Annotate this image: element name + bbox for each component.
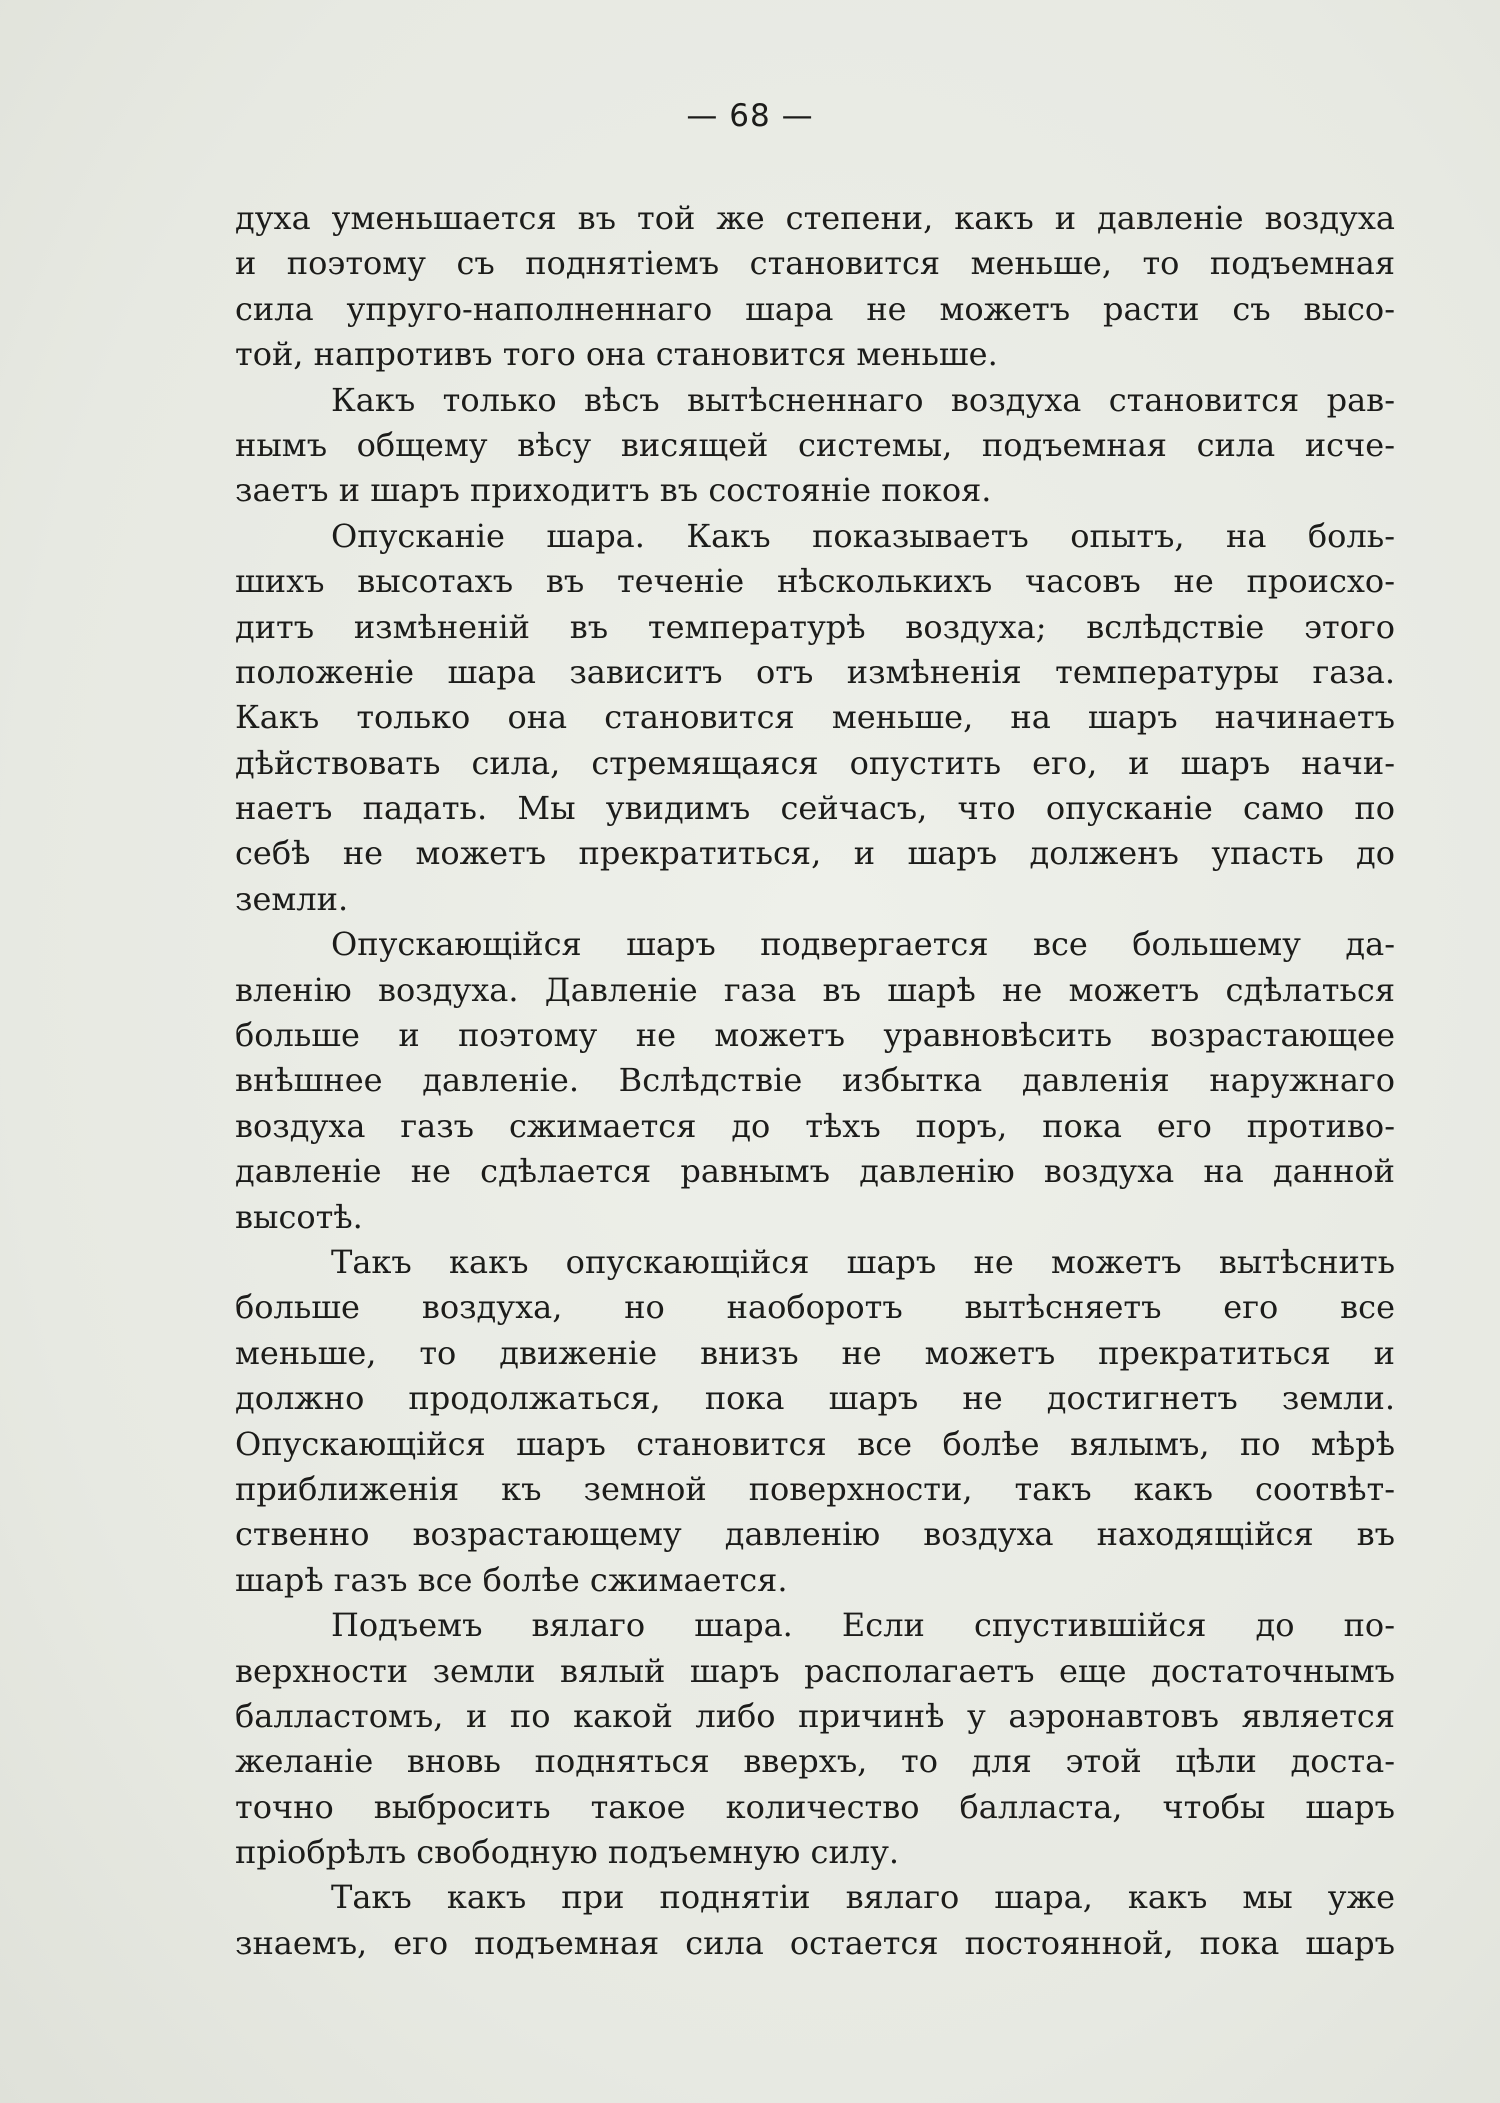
text-line: Такъ какъ опускающійся шаръ не можетъ вытѣснить (331, 1242, 1395, 1281)
text-line: Опускающійся шаръ подвергается все большему да- (331, 925, 1395, 964)
text-line: балластомъ, и по какой либо причинѣ у аэронавтовъ является (235, 1696, 1395, 1735)
text-line: верхности земли вялый шаръ располагаетъ еще достаточнымъ (235, 1651, 1395, 1690)
text-line: воздуха газъ сжимается до тѣхъ поръ, пока его противо- (235, 1106, 1395, 1145)
text-line: меньше, то движеніе внизъ не можетъ прекратиться и (235, 1333, 1395, 1372)
text-line: сила упруго-наполненнаго шара не можетъ расти съ высо- (235, 289, 1395, 328)
text-line: той, напротивъ того она становится меньше. (235, 335, 998, 374)
text-line: положеніе шара зависитъ отъ измѣненія температуры газа. (235, 652, 1395, 691)
text-line: ственно возрастающему давленію воздуха находящійся въ (235, 1515, 1395, 1554)
body-text (235, 196, 1395, 1966)
text-line: желаніе вновь подняться вверхъ, то для этой цѣли доста- (235, 1742, 1395, 1781)
text-line: Такъ какъ при поднятіи вялаго шара, какъ мы уже (331, 1878, 1395, 1917)
text-line: приближенія къ земной поверхности, такъ какъ соотвѣт- (235, 1469, 1395, 1508)
text-line: высотѣ. (235, 1197, 363, 1236)
text-line: нымъ общему вѣсу висящей системы, подъемная сила исче- (235, 425, 1395, 464)
text-line: больше и поэтому не можетъ уравновѣсить возрастающее (235, 1016, 1395, 1055)
text-line: Опусканіе шара. Какъ показываетъ опытъ, на боль- (331, 516, 1395, 555)
text-line: себѣ не можетъ прекратиться, и шаръ долженъ упасть до (235, 834, 1395, 873)
text-line: шихъ высотахъ въ теченіе нѣсколькихъ часовъ не происхо- (235, 562, 1395, 601)
text-line: внѣшнее давленіе. Вслѣдствіе избытка давленія наружнаго (235, 1061, 1395, 1100)
text-line: давленіе не сдѣлается равнымъ давленію воздуха на данной (235, 1152, 1395, 1191)
text-line: пріобрѣлъ свободную подъемную силу. (235, 1833, 900, 1872)
text-line: Какъ только она становится меньше, на шаръ начинаетъ (235, 698, 1395, 737)
text-line: Опускающійся шаръ становится все болѣе вялымъ, по мѣрѣ (235, 1424, 1395, 1463)
text-line: и поэтому съ поднятіемъ становится меньше, то подъемная (235, 244, 1395, 283)
page-number: — 68 — (686, 98, 814, 134)
text-line: Какъ только вѣсъ вытѣсненнаго воздуха становится рав- (331, 380, 1395, 419)
text-line: шарѣ газъ все болѣе сжимается. (235, 1560, 788, 1599)
text-line: духа уменьшается въ той же степени, какъ и давленіе воздуха (235, 199, 1395, 237)
text-line: Подъемъ вялаго шара. Если спустившійся до по- (331, 1606, 1395, 1645)
text-line: земли. (235, 879, 349, 918)
text-line: точно выбросить такое количество балласта, чтобы шаръ (235, 1787, 1395, 1826)
text-line: дитъ измѣненій въ температурѣ воздуха; вслѣдствіе этого (235, 607, 1395, 646)
text-line: должно продолжаться, пока шаръ не достигнетъ земли. (235, 1379, 1395, 1418)
text-line: знаемъ, его подъемная сила остается постоянной, пока шаръ (235, 1923, 1395, 1962)
text-line: больше воздуха, но наоборотъ вытѣсняетъ его все (235, 1288, 1395, 1327)
text-line: заетъ и шаръ приходитъ въ состояніе покоя. (235, 471, 992, 510)
text-line: вленію воздуха. Давленіе газа въ шарѣ не можетъ сдѣлаться (235, 970, 1395, 1009)
text-line: наетъ падать. Мы увидимъ сейчасъ, что опусканіе само по (235, 789, 1395, 828)
text-line: дѣйствовать сила, стремящаяся опустить его, и шаръ начи- (235, 743, 1395, 782)
